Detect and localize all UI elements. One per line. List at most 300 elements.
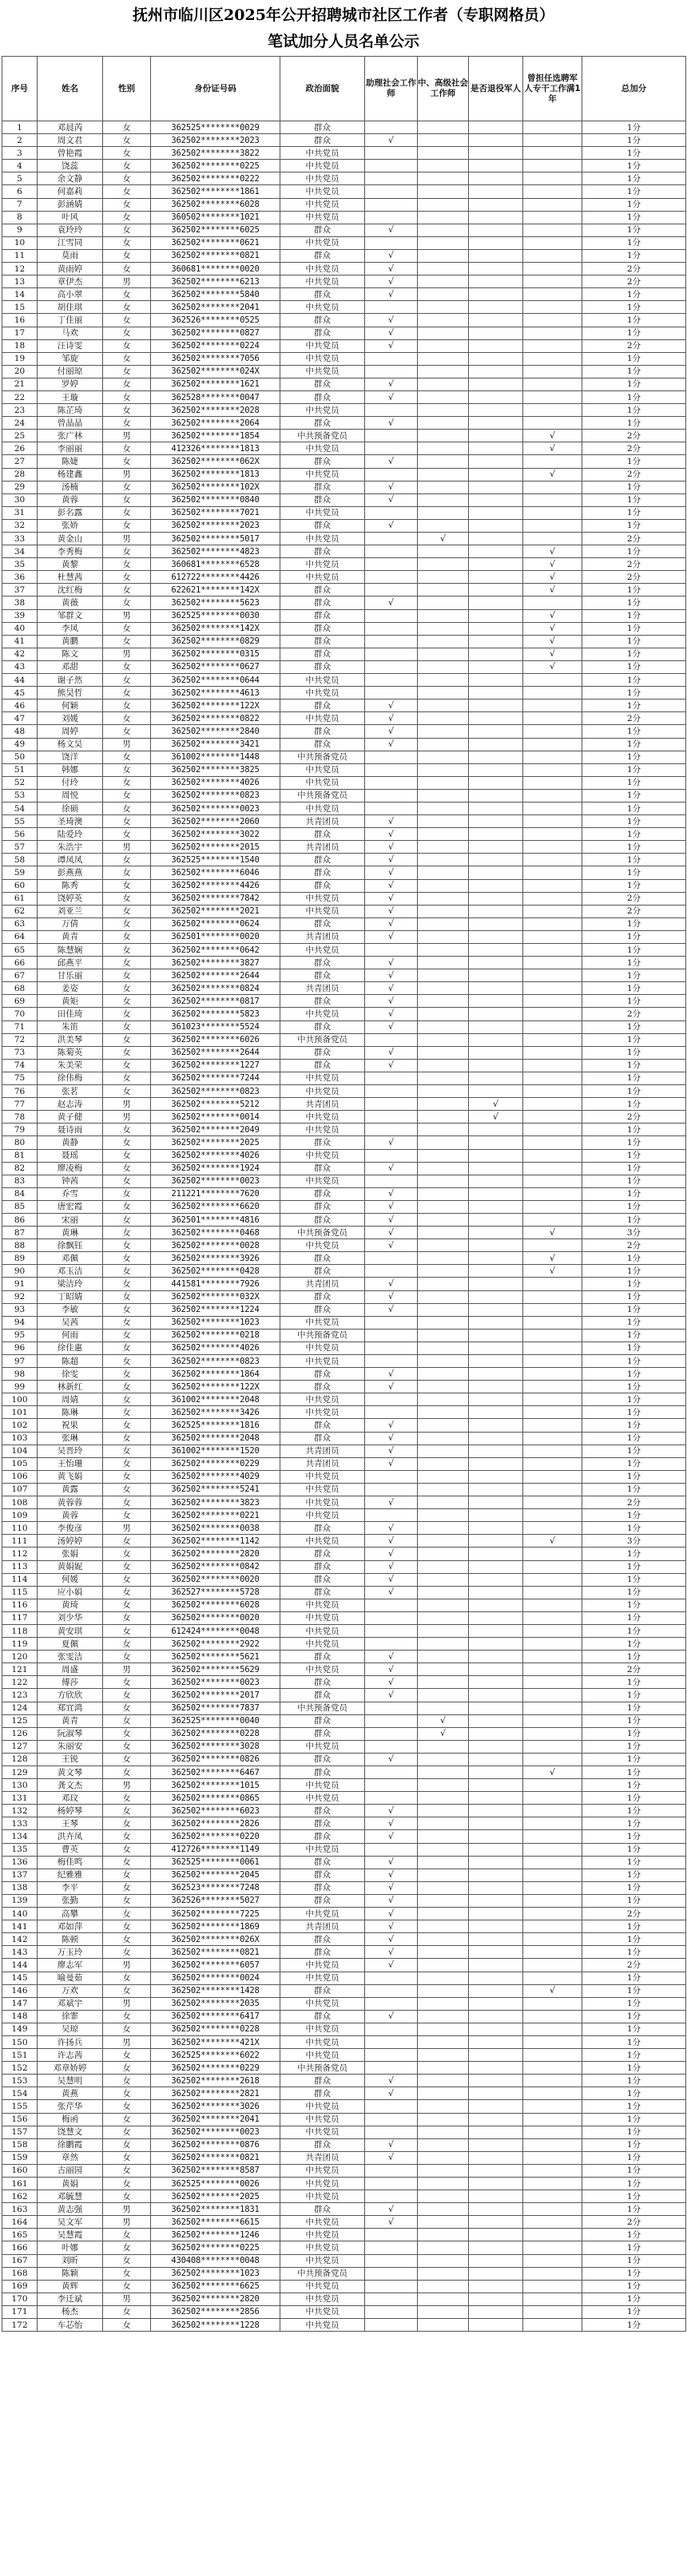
cell-no: 117 [2, 1611, 38, 1624]
cell-total-bonus: 1分 [582, 751, 686, 763]
cell-name: 邓斌宇 [38, 1997, 103, 2010]
cell-senior-social-worker [418, 506, 469, 519]
cell-assistant-social-worker: √ [365, 725, 418, 738]
cell-political-status: 中共党员 [280, 2241, 365, 2254]
cell-total-bonus: 1分 [582, 1843, 686, 1856]
cell-veteran [469, 699, 523, 712]
cell-veteran [469, 930, 523, 943]
cell-name: 朱丽安 [38, 1740, 103, 1753]
cell-military-officer: √ [523, 1265, 582, 1278]
table-row [2, 596, 686, 609]
cell-gender: 女 [103, 1368, 151, 1381]
cell-total-bonus: 1分 [582, 365, 686, 378]
cell-name: 曾艳霞 [38, 147, 103, 160]
cell-gender: 女 [103, 944, 151, 957]
cell-veteran [469, 2100, 523, 2113]
table-row [2, 390, 686, 403]
cell-veteran [469, 1419, 523, 1432]
table-row [2, 776, 686, 789]
cell-gender: 女 [103, 905, 151, 917]
cell-veteran [469, 1355, 523, 1368]
cell-no: 125 [2, 1714, 38, 1727]
cell-veteran [469, 185, 523, 198]
cell-military-officer [523, 1599, 582, 1611]
cell-gender: 女 [103, 854, 151, 866]
cell-senior-social-worker [418, 1548, 469, 1560]
table-row [2, 365, 686, 378]
cell-assistant-social-worker [365, 2035, 418, 2048]
table-row [2, 558, 686, 571]
cell-veteran [469, 160, 523, 172]
cell-veteran [469, 789, 523, 802]
cell-veteran [469, 982, 523, 995]
cell-total-bonus: 1分 [582, 1432, 686, 1445]
cell-veteran [469, 2267, 523, 2280]
table-row [2, 121, 686, 134]
cell-id-number: 362502********5840 [151, 288, 280, 301]
cell-no: 62 [2, 905, 38, 917]
cell-military-officer [523, 2254, 582, 2267]
cell-military-officer [523, 185, 582, 198]
cell-id-number: 362502********4823 [151, 545, 280, 558]
cell-gender: 女 [103, 1830, 151, 1843]
cell-military-officer [523, 1638, 582, 1651]
cell-senior-social-worker [418, 558, 469, 571]
cell-id-number: 362502********6057 [151, 1959, 280, 1972]
cell-assistant-social-worker: √ [365, 1303, 418, 1316]
cell-assistant-social-worker: √ [365, 1881, 418, 1894]
cell-name: 李秀梅 [38, 545, 103, 558]
cell-political-status: 中共党员 [280, 558, 365, 571]
cell-military-officer [523, 211, 582, 224]
cell-assistant-social-worker: √ [365, 224, 418, 236]
cell-military-officer: √ [523, 1766, 582, 1779]
table-row [2, 1689, 686, 1702]
cell-name: 邓玟 [38, 1792, 103, 1805]
cell-political-status: 中共预备党员 [280, 1702, 365, 1714]
cell-assistant-social-worker [365, 198, 418, 211]
cell-total-bonus: 1分 [582, 802, 686, 814]
col-header-gender: 性别 [103, 57, 151, 121]
cell-military-officer [523, 1676, 582, 1689]
cell-gender: 女 [103, 1817, 151, 1830]
cell-id-number: 362525********0026 [151, 2178, 280, 2190]
cell-gender: 女 [103, 1303, 151, 1316]
cell-total-bonus: 1分 [582, 160, 686, 172]
cell-name: 彭涵婧 [38, 198, 103, 211]
cell-assistant-social-worker [365, 2023, 418, 2035]
table-row [2, 1727, 686, 1740]
cell-senior-social-worker [418, 1496, 469, 1509]
table-row [2, 2075, 686, 2087]
cell-political-status: 群众 [280, 2075, 365, 2087]
cell-veteran [469, 1072, 523, 1084]
table-row [2, 866, 686, 879]
cell-political-status: 群众 [280, 828, 365, 841]
cell-senior-social-worker [418, 1689, 469, 1702]
cell-veteran [469, 1663, 523, 1676]
cell-assistant-social-worker: √ [365, 1213, 418, 1226]
table-row [2, 2203, 686, 2216]
cell-senior-social-worker [418, 2010, 469, 2023]
table-row [2, 1740, 686, 1753]
cell-name: 何雨 [38, 1329, 103, 1342]
cell-name: 黄青 [38, 1714, 103, 1727]
cell-assistant-social-worker [365, 2229, 418, 2241]
cell-id-number: 362502********6023 [151, 1805, 280, 1817]
cell-political-status: 共青团员 [280, 1457, 365, 1470]
cell-veteran [469, 533, 523, 545]
cell-assistant-social-worker: √ [365, 455, 418, 468]
cell-veteran [469, 1265, 523, 1278]
cell-total-bonus: 1分 [582, 1766, 686, 1779]
cell-military-officer [523, 841, 582, 854]
cell-senior-social-worker [418, 596, 469, 609]
cell-gender: 女 [103, 1020, 151, 1033]
cell-assistant-social-worker [365, 1149, 418, 1162]
cell-no: 34 [2, 545, 38, 558]
table-row [2, 1959, 686, 1972]
cell-id-number: 362502********0821 [151, 2151, 280, 2164]
cell-gender: 男 [103, 1997, 151, 2010]
cell-political-status: 群众 [280, 1676, 365, 1689]
cell-id-number: 362502********1428 [151, 1984, 280, 1997]
cell-no: 76 [2, 1085, 38, 1098]
cell-gender: 女 [103, 957, 151, 969]
cell-id-number: 362502********0627 [151, 660, 280, 673]
cell-id-number: 362502********2017 [151, 1689, 280, 1702]
cell-total-bonus: 1分 [582, 1702, 686, 1714]
cell-gender: 男 [103, 738, 151, 751]
table-row [2, 2126, 686, 2138]
cell-name: 江雪同 [38, 236, 103, 249]
cell-gender: 女 [103, 1881, 151, 1894]
cell-senior-social-worker [418, 1740, 469, 1753]
table-row [2, 545, 686, 558]
cell-gender: 女 [103, 1342, 151, 1354]
cell-veteran [469, 2305, 523, 2318]
cell-gender: 女 [103, 1843, 151, 1856]
cell-assistant-social-worker [365, 185, 418, 198]
cell-name: 许扬兵 [38, 2035, 103, 2048]
cell-military-officer [523, 1355, 582, 1368]
cell-senior-social-worker [418, 185, 469, 198]
table-row [2, 288, 686, 301]
table-row [2, 352, 686, 365]
cell-veteran [469, 378, 523, 390]
cell-veteran [469, 635, 523, 648]
table-row [2, 455, 686, 468]
cell-assistant-social-worker: √ [365, 1239, 418, 1252]
cell-assistant-social-worker: √ [365, 1136, 418, 1149]
cell-total-bonus: 3分 [582, 1535, 686, 1548]
table-row [2, 1933, 686, 1946]
cell-military-officer [523, 301, 582, 314]
table-row [2, 1599, 686, 1611]
cell-senior-social-worker [418, 288, 469, 301]
cell-senior-social-worker [418, 211, 469, 224]
cell-political-status: 群众 [280, 134, 365, 147]
cell-name: 谢子然 [38, 674, 103, 687]
cell-military-officer [523, 327, 582, 339]
cell-military-officer [523, 2178, 582, 2190]
cell-senior-social-worker [418, 160, 469, 172]
table-row [2, 1548, 686, 1560]
cell-assistant-social-worker [365, 2100, 418, 2113]
cell-name: 吴琼 [38, 2023, 103, 2035]
cell-assistant-social-worker [365, 1252, 418, 1265]
cell-senior-social-worker [418, 1342, 469, 1354]
cell-military-officer [523, 1406, 582, 1419]
cell-military-officer [523, 1792, 582, 1805]
table-row [2, 1033, 686, 1046]
cell-assistant-social-worker [365, 1843, 418, 1856]
cell-assistant-social-worker: √ [365, 1946, 418, 1959]
cell-political-status: 中共党员 [280, 1624, 365, 1637]
cell-id-number: 362502********2049 [151, 1124, 280, 1136]
cell-political-status: 群众 [280, 1560, 365, 1573]
cell-senior-social-worker [418, 687, 469, 699]
cell-name: 应小娟 [38, 1586, 103, 1599]
cell-gender: 女 [103, 1290, 151, 1303]
cell-id-number: 362502********0821 [151, 1946, 280, 1959]
cell-name: 张雯洁 [38, 1651, 103, 1663]
cell-senior-social-worker [418, 2305, 469, 2318]
cell-assistant-social-worker: √ [365, 1059, 418, 1072]
cell-veteran [469, 2254, 523, 2267]
table-row [2, 211, 686, 224]
table-row [2, 1098, 686, 1111]
cell-gender: 女 [103, 2254, 151, 2267]
cell-senior-social-worker [418, 1419, 469, 1432]
cell-name: 古丽园 [38, 2164, 103, 2177]
table-row [2, 982, 686, 995]
cell-political-status: 中共党员 [280, 468, 365, 481]
cell-total-bonus: 1分 [582, 1136, 686, 1149]
cell-veteran [469, 1149, 523, 1162]
cell-veteran [469, 2126, 523, 2138]
cell-gender: 女 [103, 1920, 151, 1933]
cell-political-status: 中共党员 [280, 1355, 365, 1368]
cell-assistant-social-worker [365, 404, 418, 417]
cell-id-number: 362502********0229 [151, 2062, 280, 2075]
cell-name: 杨文昊 [38, 738, 103, 751]
cell-senior-social-worker [418, 1252, 469, 1265]
cell-gender: 女 [103, 2241, 151, 2254]
cell-veteran [469, 1483, 523, 1496]
table-row [2, 751, 686, 763]
cell-military-officer [523, 1445, 582, 1457]
cell-gender: 女 [103, 1419, 151, 1432]
cell-no: 123 [2, 1689, 38, 1702]
cell-id-number: 362502********0642 [151, 944, 280, 957]
cell-senior-social-worker [418, 1997, 469, 2010]
cell-gender: 女 [103, 2267, 151, 2280]
cell-id-number: 362502********0220 [151, 1830, 280, 1843]
cell-senior-social-worker [418, 327, 469, 339]
cell-political-status: 共青团员 [280, 815, 365, 828]
cell-total-bonus: 1分 [582, 1573, 686, 1586]
cell-total-bonus: 1分 [582, 2164, 686, 2177]
cell-gender: 女 [103, 1946, 151, 1959]
cell-political-status: 群众 [280, 2203, 365, 2216]
cell-senior-social-worker [418, 2319, 469, 2332]
cell-political-status: 群众 [280, 519, 365, 532]
cell-no: 80 [2, 1136, 38, 1149]
cell-gender: 女 [103, 2280, 151, 2293]
cell-political-status: 群众 [280, 969, 365, 982]
cell-name: 乔雪 [38, 1187, 103, 1200]
cell-no: 132 [2, 1805, 38, 1817]
cell-total-bonus: 1分 [582, 481, 686, 493]
cell-veteran [469, 2164, 523, 2177]
cell-total-bonus: 1分 [582, 982, 686, 995]
cell-veteran [469, 866, 523, 879]
cell-military-officer [523, 879, 582, 892]
cell-name: 彭燕燕 [38, 866, 103, 879]
cell-no: 145 [2, 1972, 38, 1984]
cell-veteran [469, 2010, 523, 2023]
cell-veteran [469, 2293, 523, 2305]
cell-senior-social-worker [418, 1920, 469, 1933]
cell-senior-social-worker [418, 905, 469, 917]
table-body [2, 121, 686, 2332]
cell-total-bonus: 1分 [582, 1483, 686, 1496]
cell-total-bonus: 1分 [582, 198, 686, 211]
cell-no: 124 [2, 1702, 38, 1714]
table-row [2, 584, 686, 596]
cell-assistant-social-worker [365, 2113, 418, 2126]
cell-assistant-social-worker [365, 1740, 418, 1753]
table-row [2, 339, 686, 352]
cell-military-officer [523, 481, 582, 493]
cell-veteran [469, 2075, 523, 2087]
cell-id-number: 362502********0028 [151, 1239, 280, 1252]
cell-total-bonus: 1分 [582, 2305, 686, 2318]
cell-political-status: 中共党员 [280, 1908, 365, 1920]
cell-name: 谭凤凤 [38, 854, 103, 866]
cell-military-officer [523, 1843, 582, 1856]
table-row [2, 2190, 686, 2203]
table-row [2, 1342, 686, 1354]
table-row [2, 1072, 686, 1084]
table-row [2, 1535, 686, 1548]
table-row [2, 1111, 686, 1124]
cell-political-status: 群众 [280, 1869, 365, 1881]
cell-political-status: 中共党员 [280, 1779, 365, 1792]
cell-assistant-social-worker: √ [365, 2010, 418, 2023]
cell-senior-social-worker [418, 635, 469, 648]
cell-political-status: 中共预备党员 [280, 751, 365, 763]
cell-total-bonus: 2分 [582, 712, 686, 725]
table-row [2, 224, 686, 236]
table-row [2, 2100, 686, 2113]
cell-id-number: 362502********0823 [151, 789, 280, 802]
cell-veteran: √ [469, 1111, 523, 1124]
cell-assistant-social-worker [365, 1727, 418, 1740]
cell-assistant-social-worker [365, 1638, 418, 1651]
cell-military-officer: √ [523, 648, 582, 660]
cell-assistant-social-worker [365, 2319, 418, 2332]
cell-military-officer [523, 1483, 582, 1496]
cell-name: 余文静 [38, 172, 103, 185]
cell-veteran [469, 455, 523, 468]
cell-assistant-social-worker [365, 2254, 418, 2267]
table-row [2, 301, 686, 314]
table-row [2, 1869, 686, 1881]
cell-total-bonus: 1分 [582, 1869, 686, 1881]
cell-id-number: 362502********0023 [151, 1175, 280, 1187]
cell-assistant-social-worker: √ [365, 1445, 418, 1457]
cell-assistant-social-worker [365, 1111, 418, 1124]
cell-military-officer [523, 1111, 582, 1124]
cell-military-officer [523, 1548, 582, 1560]
cell-senior-social-worker [418, 1059, 469, 1072]
cell-veteran [469, 1175, 523, 1187]
cell-military-officer: √ [523, 584, 582, 596]
table-row [2, 1509, 686, 1522]
cell-gender: 男 [103, 468, 151, 481]
cell-political-status: 中共党员 [280, 365, 365, 378]
cell-id-number: 362502********2048 [151, 1432, 280, 1445]
cell-political-status: 中共党员 [280, 1470, 365, 1483]
table-row [2, 1355, 686, 1368]
cell-political-status: 群众 [280, 455, 365, 468]
cell-name: 熊昊哲 [38, 687, 103, 699]
cell-id-number: 362502********5621 [151, 1651, 280, 1663]
cell-veteran [469, 545, 523, 558]
cell-gender: 女 [103, 2190, 151, 2203]
cell-political-status: 中共党员 [280, 802, 365, 814]
cell-assistant-social-worker [365, 2305, 418, 2318]
cell-senior-social-worker [418, 2164, 469, 2177]
cell-no: 170 [2, 2293, 38, 2305]
cell-name: 万倩 [38, 917, 103, 930]
cell-senior-social-worker [418, 2087, 469, 2100]
cell-veteran [469, 327, 523, 339]
cell-political-status: 中共党员 [280, 1085, 365, 1098]
cell-assistant-social-worker: √ [365, 957, 418, 969]
cell-id-number: 362502********3022 [151, 828, 280, 841]
cell-assistant-social-worker [365, 2062, 418, 2075]
cell-veteran [469, 648, 523, 660]
cell-assistant-social-worker: √ [365, 249, 418, 262]
cell-military-officer [523, 1393, 582, 1406]
cell-id-number: 362502********0840 [151, 493, 280, 506]
cell-no: 143 [2, 1946, 38, 1959]
cell-veteran [469, 1611, 523, 1624]
cell-veteran [469, 1162, 523, 1175]
cell-military-officer [523, 2062, 582, 2075]
cell-senior-social-worker [418, 2035, 469, 2048]
cell-no: 38 [2, 596, 38, 609]
cell-gender: 女 [103, 545, 151, 558]
table-row [2, 2010, 686, 2023]
cell-veteran [469, 1393, 523, 1406]
cell-gender: 女 [103, 378, 151, 390]
cell-political-status: 群众 [280, 879, 365, 892]
cell-assistant-social-worker [365, 1072, 418, 1084]
cell-id-number: 612722********4426 [151, 571, 280, 584]
cell-no: 46 [2, 699, 38, 712]
cell-total-bonus: 1分 [582, 1072, 686, 1084]
cell-senior-social-worker [418, 2100, 469, 2113]
cell-id-number: 361023********5524 [151, 1020, 280, 1033]
table-row [2, 1470, 686, 1483]
cell-gender: 女 [103, 327, 151, 339]
cell-no: 162 [2, 2190, 38, 2203]
cell-assistant-social-worker [365, 545, 418, 558]
